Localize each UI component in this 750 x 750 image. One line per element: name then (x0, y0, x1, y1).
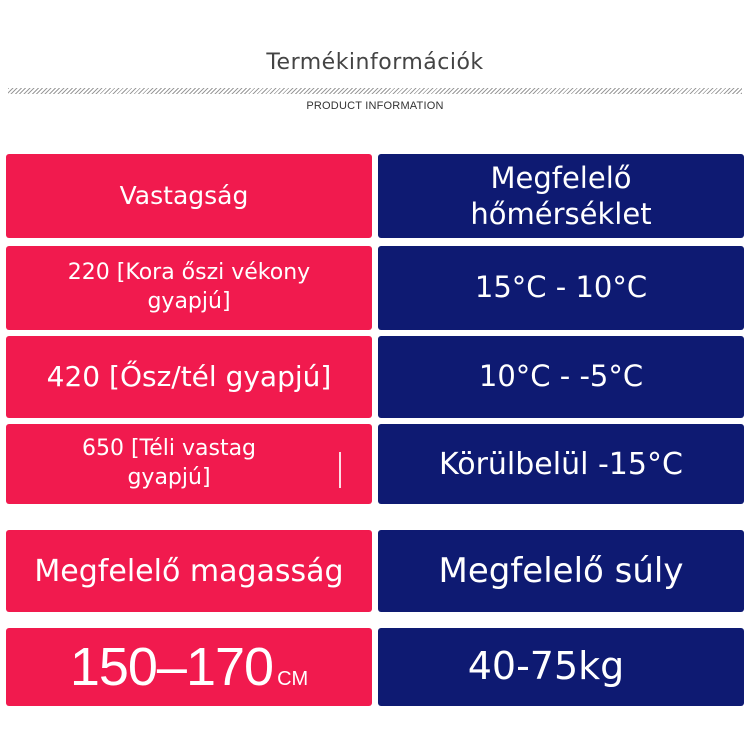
temperature-header-label: Megfelelő hőmérséklet (470, 160, 652, 231)
hatched-divider (8, 88, 742, 94)
weight-value: 40-75kg (467, 644, 625, 689)
text-cursor-mark (339, 452, 341, 488)
weight-value-cell (378, 628, 744, 706)
temperature-row-220 (378, 246, 744, 330)
height-value-cell (6, 628, 372, 706)
temperature-value: 15°C - 10°C (474, 270, 648, 305)
thickness-row-220 (6, 246, 372, 330)
thickness-row-420 (6, 336, 372, 418)
page-subtitle: PRODUCT INFORMATION (306, 100, 444, 112)
temperature-row-420 (378, 336, 744, 418)
height-value: 150–170 (69, 636, 274, 697)
thickness-header-label: Vastagság (119, 180, 249, 210)
thickness-value: 650 [Téli vastag gyapjú] (81, 436, 257, 490)
temperature-value: 10°C - -5°C (478, 359, 644, 394)
thickness-value: 220 [Kora őszi vékony gyapjú] (67, 260, 311, 314)
temperature-header (378, 154, 744, 238)
page-title: Termékinformációk (266, 50, 484, 75)
weight-header (378, 530, 744, 612)
height-header (6, 530, 372, 612)
temperature-row-650 (378, 424, 744, 504)
thickness-header (6, 154, 372, 238)
height-label: Megfelelő magasság (34, 553, 344, 589)
thickness-value: 420 [Ősz/tél gyapjú] (46, 359, 332, 393)
weight-label: Megfelelő súly (438, 550, 684, 591)
temperature-value: Körülbelül -15°C (439, 446, 683, 482)
height-unit: CM (277, 668, 309, 690)
thickness-row-650 (6, 424, 372, 504)
